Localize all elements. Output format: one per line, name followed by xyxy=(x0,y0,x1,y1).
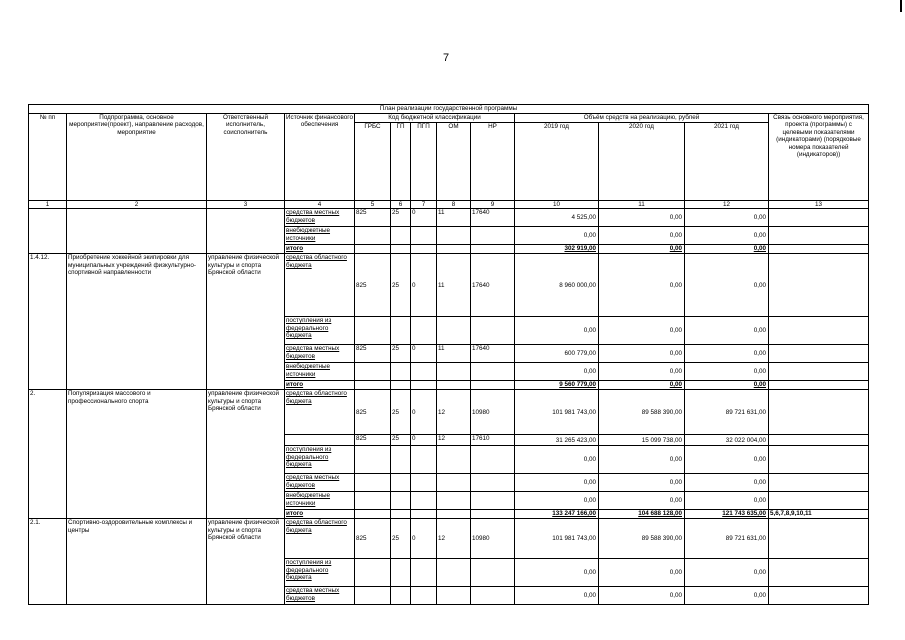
om-cell: 11 xyxy=(437,209,471,227)
source-cell: итого xyxy=(285,245,355,254)
source-cell xyxy=(285,435,355,446)
source-cell: средства местных бюджетов xyxy=(285,587,355,605)
grbs-cell xyxy=(355,474,391,492)
amount-y2019-cell: 0,00 xyxy=(515,559,599,587)
gp-cell: 25 xyxy=(391,390,411,435)
pgp-cell: 0 xyxy=(411,209,437,227)
table-row xyxy=(29,519,869,559)
amount-y2021-cell: 0,00 xyxy=(685,492,769,510)
source-cell: средства местных бюджетов xyxy=(285,474,355,492)
pgp-cell: 0 xyxy=(411,519,437,559)
gp-cell xyxy=(391,317,411,345)
row-activity-name: Спортивно-оздоровительные комплексы и центры xyxy=(67,519,207,605)
col-number: 1 xyxy=(29,201,67,209)
row-responsible: управление физической культуры и спорта Брянской области xyxy=(207,519,285,605)
amount-y2021-cell: 0,00 xyxy=(685,245,769,254)
amount-y2019-cell: 133 247 166,00 xyxy=(515,510,599,519)
indicator-link-cell xyxy=(769,363,869,381)
pgp-cell xyxy=(411,446,437,474)
amount-y2019-cell: 101 981 743,00 xyxy=(515,519,599,559)
amount-y2021-cell: 0,00 xyxy=(685,474,769,492)
header-grbs: ГРБС xyxy=(355,123,391,201)
indicator-link-cell xyxy=(769,227,869,245)
nr-cell xyxy=(471,510,515,519)
nr-cell: 17640 xyxy=(471,345,515,363)
gp-cell: 25 xyxy=(391,209,411,227)
row-number xyxy=(29,209,67,254)
indicator-link-cell xyxy=(769,435,869,446)
source-cell: средства местных бюджетов xyxy=(285,345,355,363)
row-responsible: управление физической культуры и спорта Брянской области xyxy=(207,390,285,519)
indicator-link-cell xyxy=(769,245,869,254)
amount-y2021-cell: 0,00 xyxy=(685,209,769,227)
amount-y2020-cell: 0,00 xyxy=(599,474,685,492)
nr-cell xyxy=(471,317,515,345)
nr-cell xyxy=(471,245,515,254)
table-row xyxy=(29,390,869,435)
header-name: Подпрограмма, основное мероприятие(проект), направление расходов, мероприятие xyxy=(67,114,207,201)
indicator-link-cell xyxy=(769,559,869,587)
amount-y2021-cell: 0,00 xyxy=(685,381,769,390)
nr-cell: 10980 xyxy=(471,390,515,435)
header-volume: Объём средств на реализацию, рублей xyxy=(515,114,769,123)
header-gp: ГП xyxy=(391,123,411,201)
grbs-cell xyxy=(355,245,391,254)
header-num: № пп xyxy=(29,114,67,201)
grbs-cell xyxy=(355,363,391,381)
indicator-link-cell xyxy=(769,317,869,345)
grbs-cell: 825 xyxy=(355,519,391,559)
amount-y2020-cell: 104 688 128,00 xyxy=(599,510,685,519)
source-cell: внебюджетные источники xyxy=(285,363,355,381)
pgp-cell xyxy=(411,587,437,605)
grbs-cell: 825 xyxy=(355,345,391,363)
amount-y2020-cell: 15 099 738,00 xyxy=(599,435,685,446)
header-link: Связь основного мероприятия, проекта (программы) с целевыми показателями (индикаторами) (порядковые номера показателей (индикаторов)) xyxy=(769,114,869,201)
amount-y2019-cell: 600 779,00 xyxy=(515,345,599,363)
nr-cell xyxy=(471,363,515,381)
source-cell: средства местных бюджетов xyxy=(285,209,355,227)
grbs-cell: 825 xyxy=(355,254,391,317)
pgp-cell: 0 xyxy=(411,345,437,363)
amount-y2020-cell: 0,00 xyxy=(599,227,685,245)
om-cell xyxy=(437,492,471,510)
amount-y2019-cell: 0,00 xyxy=(515,317,599,345)
gp-cell xyxy=(391,559,411,587)
pgp-cell xyxy=(411,381,437,390)
grbs-cell: 825 xyxy=(355,209,391,227)
header-2020: 2020 год xyxy=(599,123,685,201)
nr-cell xyxy=(471,446,515,474)
col-number: 12 xyxy=(685,201,769,209)
amount-y2020-cell: 0,00 xyxy=(599,381,685,390)
col-number: 11 xyxy=(599,201,685,209)
col-number: 4 xyxy=(285,201,355,209)
amount-y2021-cell: 89 721 631,00 xyxy=(685,519,769,559)
amount-y2020-cell: 89 588 390,00 xyxy=(599,390,685,435)
header-nr: НР xyxy=(471,123,515,201)
col-number: 3 xyxy=(207,201,285,209)
column-numbers-row xyxy=(29,201,869,209)
amount-y2021-cell: 0,00 xyxy=(685,559,769,587)
amount-y2019-cell: 9 560 779,00 xyxy=(515,381,599,390)
caption-row xyxy=(29,105,869,114)
nr-cell xyxy=(471,492,515,510)
amount-y2019-cell: 0,00 xyxy=(515,227,599,245)
program-plan-table xyxy=(28,104,869,605)
om-cell xyxy=(437,510,471,519)
grbs-cell: 825 xyxy=(355,435,391,446)
nr-cell: 17640 xyxy=(471,209,515,227)
indicator-link-cell xyxy=(769,254,869,317)
col-number: 7 xyxy=(411,201,437,209)
indicator-link-cell xyxy=(769,492,869,510)
amount-y2021-cell: 0,00 xyxy=(685,446,769,474)
om-cell: 12 xyxy=(437,435,471,446)
amount-y2021-cell: 0,00 xyxy=(685,587,769,605)
pgp-cell: 0 xyxy=(411,435,437,446)
indicator-link-cell xyxy=(769,474,869,492)
gp-cell xyxy=(391,381,411,390)
table-caption: План реализации государственной программы xyxy=(29,105,869,114)
amount-y2021-cell: 0,00 xyxy=(685,317,769,345)
pgp-cell xyxy=(411,474,437,492)
nr-cell: 17640 xyxy=(471,254,515,317)
col-number: 8 xyxy=(437,201,471,209)
pgp-cell: 0 xyxy=(411,254,437,317)
amount-y2020-cell: 0,00 xyxy=(599,587,685,605)
nr-cell xyxy=(471,227,515,245)
nr-cell xyxy=(471,587,515,605)
amount-y2021-cell: 0,00 xyxy=(685,227,769,245)
row-activity-name: Приобретение хоккейной экипировки для муниципальных учреждений физкультурно-спортивной направленности xyxy=(67,254,207,390)
page-edge-mark xyxy=(900,0,902,12)
grbs-cell xyxy=(355,381,391,390)
amount-y2020-cell: 0,00 xyxy=(599,317,685,345)
gp-cell: 25 xyxy=(391,435,411,446)
indicator-link-cell xyxy=(769,345,869,363)
amount-y2019-cell: 8 960 000,00 xyxy=(515,254,599,317)
om-cell xyxy=(437,559,471,587)
grbs-cell xyxy=(355,587,391,605)
grbs-cell xyxy=(355,317,391,345)
header-source: Источник финансового обеспечения xyxy=(285,114,355,201)
table-row xyxy=(29,209,869,227)
amount-y2020-cell: 0,00 xyxy=(599,492,685,510)
om-cell xyxy=(437,446,471,474)
indicator-link-cell xyxy=(769,390,869,435)
row-number: 1.4.12. xyxy=(29,254,67,390)
amount-y2019-cell: 4 525,00 xyxy=(515,209,599,227)
amount-y2021-cell: 89 721 631,00 xyxy=(685,390,769,435)
source-cell: средства областного бюджета xyxy=(285,390,355,435)
amount-y2019-cell: 302 919,00 xyxy=(515,245,599,254)
amount-y2020-cell: 0,00 xyxy=(599,446,685,474)
grbs-cell xyxy=(355,510,391,519)
om-cell xyxy=(437,317,471,345)
amount-y2020-cell: 0,00 xyxy=(599,209,685,227)
indicator-link-cell xyxy=(769,519,869,559)
gp-cell xyxy=(391,245,411,254)
amount-y2019-cell: 101 981 743,00 xyxy=(515,390,599,435)
col-number: 10 xyxy=(515,201,599,209)
pgp-cell: 0 xyxy=(411,390,437,435)
row-number: 2.1. xyxy=(29,519,67,605)
header-2021: 2021 год xyxy=(685,123,769,201)
grbs-cell xyxy=(355,559,391,587)
om-cell: 12 xyxy=(437,390,471,435)
source-cell: средства областного бюджета xyxy=(285,254,355,317)
header-row xyxy=(29,114,869,123)
header-responsible: Ответственный исполнитель, соисполнитель xyxy=(207,114,285,201)
source-cell: внебюджетные источники xyxy=(285,227,355,245)
source-cell: итого xyxy=(285,510,355,519)
amount-y2020-cell: 0,00 xyxy=(599,559,685,587)
source-cell: итого xyxy=(285,381,355,390)
pgp-cell xyxy=(411,510,437,519)
nr-cell xyxy=(471,559,515,587)
amount-y2019-cell: 0,00 xyxy=(515,587,599,605)
amount-y2020-cell: 0,00 xyxy=(599,363,685,381)
source-cell: поступления из федерального бюджета xyxy=(285,317,355,345)
header-budget-code: Код бюджетной классификации xyxy=(355,114,515,123)
gp-cell xyxy=(391,446,411,474)
nr-cell: 17610 xyxy=(471,435,515,446)
nr-cell xyxy=(471,381,515,390)
pgp-cell xyxy=(411,227,437,245)
source-cell: поступления из федерального бюджета xyxy=(285,446,355,474)
indicator-link-cell xyxy=(769,209,869,227)
om-cell: 11 xyxy=(437,254,471,317)
gp-cell xyxy=(391,363,411,381)
row-responsible: управление физической культуры и спорта Брянской области xyxy=(207,254,285,390)
col-number: 13 xyxy=(769,201,869,209)
indicator-link-cell xyxy=(769,446,869,474)
nr-cell: 10980 xyxy=(471,519,515,559)
grbs-cell: 825 xyxy=(355,390,391,435)
amount-y2021-cell: 121 743 635,00 xyxy=(685,510,769,519)
amount-y2019-cell: 0,00 xyxy=(515,363,599,381)
nr-cell xyxy=(471,474,515,492)
row-activity-name xyxy=(67,209,207,254)
amount-y2020-cell: 0,00 xyxy=(599,245,685,254)
amount-y2019-cell: 0,00 xyxy=(515,446,599,474)
gp-cell xyxy=(391,474,411,492)
pgp-cell xyxy=(411,492,437,510)
source-cell: внебюджетные источники xyxy=(285,492,355,510)
grbs-cell xyxy=(355,227,391,245)
table-row xyxy=(29,254,869,317)
page-number: 7 xyxy=(443,52,450,64)
gp-cell xyxy=(391,510,411,519)
om-cell xyxy=(437,363,471,381)
header-2019: 2019 год xyxy=(515,123,599,201)
col-number: 9 xyxy=(471,201,515,209)
amount-y2021-cell: 0,00 xyxy=(685,363,769,381)
om-cell xyxy=(437,474,471,492)
amount-y2019-cell: 0,00 xyxy=(515,474,599,492)
pgp-cell xyxy=(411,559,437,587)
gp-cell: 25 xyxy=(391,345,411,363)
amount-y2020-cell: 0,00 xyxy=(599,345,685,363)
om-cell xyxy=(437,245,471,254)
amount-y2020-cell: 0,00 xyxy=(599,254,685,317)
gp-cell xyxy=(391,587,411,605)
grbs-cell xyxy=(355,446,391,474)
amount-y2021-cell: 32 022 004,00 xyxy=(685,435,769,446)
gp-cell xyxy=(391,227,411,245)
gp-cell: 25 xyxy=(391,254,411,317)
amount-y2019-cell: 31 265 423,00 xyxy=(515,435,599,446)
pgp-cell xyxy=(411,317,437,345)
row-responsible xyxy=(207,209,285,254)
gp-cell xyxy=(391,492,411,510)
row-number: 2. xyxy=(29,390,67,519)
amount-y2019-cell: 0,00 xyxy=(515,492,599,510)
col-number: 2 xyxy=(67,201,207,209)
header-om: ОМ xyxy=(437,123,471,201)
amount-y2021-cell: 0,00 xyxy=(685,254,769,317)
row-activity-name: Популяризация массового и профессионального спорта xyxy=(67,390,207,519)
indicator-link-cell xyxy=(769,587,869,605)
header-pgp: ПГП xyxy=(411,123,437,201)
amount-y2021-cell: 0,00 xyxy=(685,345,769,363)
gp-cell: 25 xyxy=(391,519,411,559)
pgp-cell xyxy=(411,363,437,381)
om-cell xyxy=(437,587,471,605)
indicator-link-cell: 5,6,7,8,9,10,11 xyxy=(769,510,869,519)
col-number: 5 xyxy=(355,201,391,209)
source-cell: поступления из федерального бюджета xyxy=(285,559,355,587)
om-cell xyxy=(437,381,471,390)
grbs-cell xyxy=(355,492,391,510)
col-number: 6 xyxy=(391,201,411,209)
om-cell xyxy=(437,227,471,245)
pgp-cell xyxy=(411,245,437,254)
amount-y2020-cell: 89 588 390,00 xyxy=(599,519,685,559)
source-cell: средства областного бюджета xyxy=(285,519,355,559)
om-cell: 11 xyxy=(437,345,471,363)
om-cell: 12 xyxy=(437,519,471,559)
indicator-link-cell xyxy=(769,381,869,390)
